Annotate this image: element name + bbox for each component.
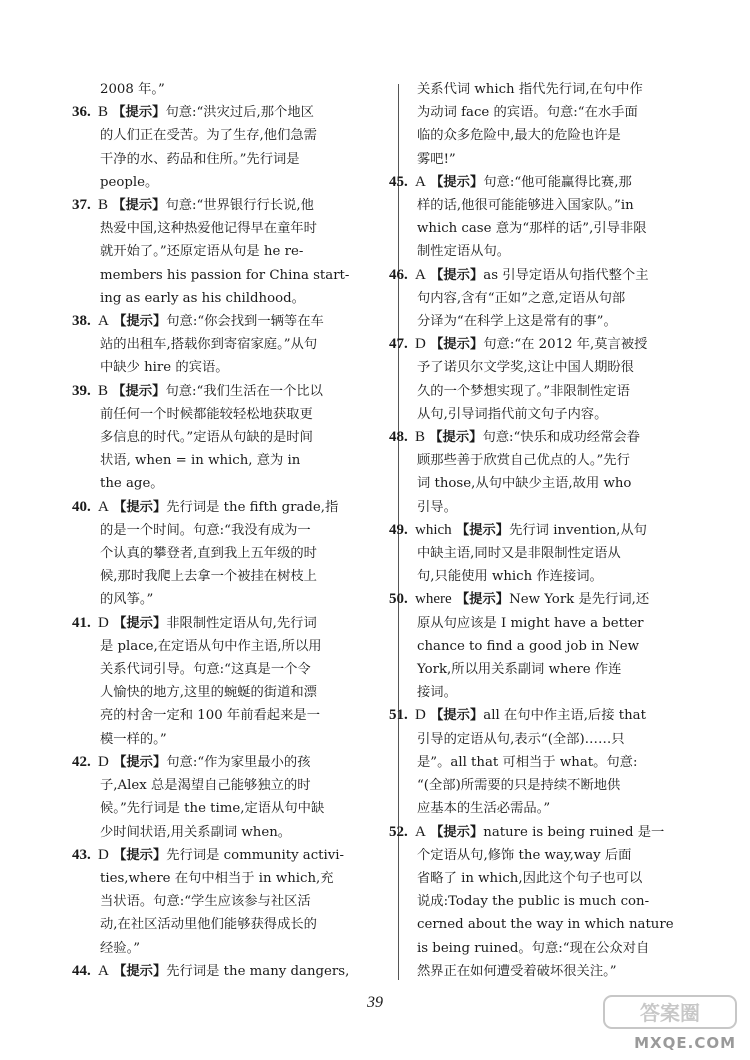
question-number: 41.	[72, 614, 91, 631]
explanation-text: 少时间状语,用关系副词 when。	[100, 824, 292, 840]
answer-line	[417, 960, 709, 983]
answer-choice: A	[415, 266, 426, 283]
answer-line	[100, 821, 392, 844]
explanation-text: 句内容,含有“正如”之意,定语从句部	[417, 290, 626, 306]
explanation-text: chance to find a good job in New	[417, 638, 640, 654]
answer-choice: B	[98, 197, 109, 214]
explanation-text: 【提示】句意:“你会找到一辆等在车	[113, 314, 324, 330]
explanation-text: 【提示】句意:“在 2012 年,莫言被授	[430, 337, 648, 353]
answer-item	[72, 844, 392, 960]
answer-choice: D	[98, 753, 109, 770]
answer-line	[417, 310, 709, 333]
answer-item	[389, 821, 709, 983]
answer-choice: A	[98, 962, 109, 979]
explanation-text: 候,那时我爬上去拿一个被挂在树枝上	[100, 569, 317, 585]
question-number: 38.	[72, 313, 91, 330]
hint-marker: 【提示】	[113, 754, 167, 770]
explanation-text: 动,在社区活动里他们能够获得成长的	[100, 917, 317, 933]
hint-marker: 【提示】	[113, 314, 167, 330]
answer-line	[417, 658, 709, 681]
answer-line	[100, 519, 392, 542]
explanation-text: 中缺少 hire 的宾语。	[100, 360, 229, 376]
answer-line	[100, 704, 392, 727]
answer-line	[100, 472, 392, 495]
answer-line	[417, 194, 709, 217]
answer-line	[417, 774, 709, 797]
explanation-text: which case 意为“那样的话”,引导非限	[417, 221, 647, 237]
explanation-text: 模一样的。”	[100, 731, 167, 747]
answer-line	[100, 635, 392, 658]
answer-item	[389, 519, 709, 589]
answer-line	[100, 890, 392, 913]
answer-line	[417, 78, 709, 101]
explanation-text: 久的一个梦想实现了。”非限制性定语	[417, 383, 630, 399]
answer-line	[417, 356, 709, 379]
answer-choice: D	[98, 614, 109, 631]
question-number: 42.	[72, 753, 91, 770]
hint-marker: 【提示】	[113, 615, 167, 631]
explanation-text: 【提示】all 在句中作主语,后接 that	[430, 708, 646, 724]
answer-line	[389, 821, 709, 844]
question-number: 37.	[72, 197, 91, 214]
explanation-text: 候。”先行词是 the time,定语从句中缺	[100, 801, 325, 817]
explanation-text: 个定语从句,修饰 the way,way 后面	[417, 847, 632, 863]
explanation-text: 【提示】句意:“作为家里最小的孩	[113, 754, 311, 770]
explanation-text: 说成:Today the public is much con-	[417, 894, 650, 910]
explanation-text: ing as early as his childhood。	[100, 290, 305, 306]
answer-choice: D	[415, 707, 426, 724]
answer-line	[417, 565, 709, 588]
hint-marker: 【提示】	[113, 499, 167, 515]
answer-line	[100, 171, 392, 194]
question-number: 52.	[389, 823, 408, 840]
answer-choice: B	[415, 429, 426, 446]
explanation-text: 站的出租车,搭载你到寄宿家庭。”从句	[100, 337, 318, 353]
answer-line	[72, 960, 392, 983]
answer-line	[417, 542, 709, 565]
answer-line	[100, 426, 392, 449]
watermark-site: MXQE.COM	[634, 1034, 736, 1052]
explanation-text: 样的话,他很可能能够进入国家队。”in	[417, 198, 634, 214]
explanation-text: 【提示】句意:“他可能赢得比赛,那	[430, 174, 632, 190]
hint-marker: 【提示】	[112, 105, 166, 121]
explanation-text: cerned about the way in which nature	[417, 917, 674, 933]
answer-line	[417, 217, 709, 240]
answer-item	[72, 101, 392, 194]
explanation-text: 热爱中国,这种热爱他记得早在童年时	[100, 221, 317, 237]
explanation-text: 关系代词引导。句意:“这真是一个令	[100, 662, 311, 678]
explanation-text: 临的众多危险中,最大的危险也许是	[417, 128, 621, 144]
answer-line	[417, 612, 709, 635]
answer-line	[389, 171, 709, 194]
answer-line	[417, 148, 709, 171]
answer-line	[100, 913, 392, 936]
answer-line	[100, 728, 392, 751]
answer-choice: which	[415, 521, 452, 538]
answer-line	[100, 78, 392, 101]
explanation-text: 【提示】句意:“世界银行行长说,他	[112, 198, 314, 214]
answer-line	[100, 542, 392, 565]
explanation-text: 制性定语从句。	[417, 244, 511, 260]
hint-marker: 【提示】	[430, 708, 484, 724]
answer-item	[72, 612, 392, 751]
explanation-text: 为动词 face 的宾语。句意:“在水手面	[417, 105, 638, 121]
explanation-text: 是 place,在定语从句中作主语,所以用	[100, 638, 322, 654]
explanation-text: 从句,引导词指代前文句子内容。	[417, 406, 608, 422]
answer-line	[72, 194, 392, 217]
answer-item	[389, 704, 709, 820]
answer-line	[417, 681, 709, 704]
answer-item	[72, 496, 392, 612]
explanation-text: 干净的水、药品和住所。”先行词是	[100, 151, 300, 167]
answer-line	[100, 565, 392, 588]
answer-line	[417, 287, 709, 310]
hint-marker: 【提示】	[113, 963, 167, 979]
watermark-logo-text: 答案圈	[640, 1001, 700, 1025]
answer-choice: B	[98, 104, 109, 121]
answer-continuation	[100, 78, 392, 101]
explanation-text: 的人们正在受苦。为了生存,他们急需	[100, 128, 317, 144]
answer-line	[417, 797, 709, 820]
answer-choice: A	[98, 313, 109, 330]
answer-line	[417, 844, 709, 867]
explanation-text: “(全部)所需要的只是持续不断地供	[417, 778, 621, 794]
answer-choice: where	[415, 591, 452, 608]
answer-line	[100, 681, 392, 704]
answer-line	[72, 101, 392, 124]
explanation-text: 2008 年。”	[100, 82, 165, 97]
answer-line	[100, 287, 392, 310]
answer-line	[100, 449, 392, 472]
explanation-text: 雾吧!”	[417, 151, 456, 167]
answer-line	[72, 751, 392, 774]
question-number: 46.	[389, 266, 408, 283]
explanation-text: 省略了 in which,因此这个句子也可以	[417, 870, 643, 886]
answer-line	[417, 403, 709, 426]
answer-line	[100, 403, 392, 426]
answer-line	[417, 124, 709, 147]
answer-line	[100, 867, 392, 890]
answer-line	[100, 797, 392, 820]
answer-line	[72, 612, 392, 635]
answer-line	[417, 472, 709, 495]
answer-line	[417, 913, 709, 936]
answer-line	[72, 310, 392, 333]
explanation-text: 【提示】先行词 invention,从句	[455, 522, 647, 538]
answer-line	[417, 496, 709, 519]
hint-marker: 【提示】	[430, 267, 484, 283]
answer-line	[417, 635, 709, 658]
answer-line	[417, 240, 709, 263]
right-column	[389, 78, 709, 983]
answer-choice: B	[98, 382, 109, 399]
answer-line	[389, 704, 709, 727]
explanation-text: 句,只能使用 which 作连接词。	[417, 569, 603, 585]
question-number: 45.	[389, 173, 408, 190]
answer-line	[100, 240, 392, 263]
explanation-text: is being ruined。句意:“现在公众对自	[417, 940, 650, 956]
answer-line	[100, 588, 392, 611]
hint-marker: 【提示】	[455, 592, 510, 608]
explanation-text: the age。	[100, 476, 164, 492]
explanation-text: 顾那些善于欣赏自己优点的人。”先行	[417, 453, 630, 469]
explanation-text: York,所以用关系副词 where 作连	[417, 662, 622, 678]
explanation-text: 【提示】nature is being ruined 是一	[430, 824, 665, 840]
answer-choice: A	[98, 498, 109, 515]
answer-line	[100, 217, 392, 240]
answer-line	[389, 519, 709, 542]
explanation-text: members his passion for China start-	[100, 267, 350, 283]
answer-item	[389, 264, 709, 334]
answer-line	[417, 380, 709, 403]
answer-line	[389, 333, 709, 356]
answer-line	[417, 449, 709, 472]
question-number: 43.	[72, 846, 91, 863]
question-number: 39.	[72, 382, 91, 399]
explanation-text: 词 those,从句中缺少主语,故用 who	[417, 476, 632, 492]
explanation-text: 的风筝。”	[100, 592, 154, 608]
answer-item	[389, 588, 709, 704]
explanation-text: 【提示】先行词是 community activi-	[113, 847, 345, 863]
explanation-text: ties,where 在句中相当于 in which,充	[100, 870, 334, 886]
answer-item	[389, 171, 709, 264]
left-column	[72, 78, 392, 983]
question-number: 48.	[389, 429, 408, 446]
explanation-text: 【提示】先行词是 the many dangers,	[113, 963, 350, 979]
answer-line	[389, 588, 709, 611]
explanation-text: 的是一个时间。句意:“我没有成为一	[100, 522, 311, 538]
explanation-text: 前任何一个时候都能较轻松地获取更	[100, 406, 313, 422]
explanation-text: 引导的定语从句,表示“(全部)……只	[417, 731, 625, 747]
answer-line	[100, 937, 392, 960]
answer-item	[72, 751, 392, 844]
explanation-text: 多信息的时代。”定语从句缺的是时间	[100, 430, 313, 446]
hint-marker: 【提示】	[430, 174, 484, 190]
explanation-text: 子,Alex 总是渴望自己能够独立的时	[100, 778, 311, 794]
answer-item	[72, 310, 392, 380]
answer-choice: D	[415, 336, 426, 353]
explanation-text: 【提示】New York 是先行词,还	[455, 592, 650, 608]
question-number: 47.	[389, 336, 408, 353]
question-number: 44.	[72, 962, 91, 979]
explanation-text: 【提示】非限制性定语从句,先行词	[113, 615, 317, 631]
explanation-text: 原从句应该是 I might have a better	[417, 615, 644, 631]
answer-line	[417, 728, 709, 751]
answer-line	[389, 426, 709, 449]
explanation-text: 然界正在如何遭受着破坏很关注。”	[417, 963, 617, 979]
answer-line	[100, 148, 392, 171]
hint-marker: 【提示】	[112, 383, 166, 399]
answer-line	[417, 890, 709, 913]
explanation-text: 【提示】句意:“快乐和成功经常会眷	[429, 430, 640, 446]
hint-marker: 【提示】	[430, 824, 484, 840]
explanation-text: 就开始了。”还原定语从句是 he re-	[100, 244, 304, 260]
page-number: 39	[367, 994, 383, 1011]
question-number: 40.	[72, 498, 91, 515]
explanation-text: 【提示】句意:“我们生活在一个比以	[112, 383, 323, 399]
explanation-text: 经验。”	[100, 940, 141, 956]
answer-line	[100, 264, 392, 287]
answer-line	[100, 333, 392, 356]
answer-line	[100, 124, 392, 147]
answer-line	[72, 380, 392, 403]
explanation-text: 【提示】先行词是 the fifth grade,指	[113, 499, 339, 515]
explanation-text: 关系代词 which 指代先行词,在句中作	[417, 82, 643, 97]
answer-line	[100, 356, 392, 379]
explanation-text: 分译为“在科学上这是常有的事”。	[417, 314, 617, 330]
explanation-text: 应基本的生活必需品。”	[417, 801, 551, 817]
answer-item	[389, 426, 709, 519]
answer-line	[100, 774, 392, 797]
question-number: 50.	[389, 591, 408, 608]
answer-choice: D	[98, 846, 109, 863]
hint-marker: 【提示】	[455, 522, 510, 538]
answer-choice: A	[415, 823, 426, 840]
explanation-text: 【提示】句意:“洪灾过后,那个地区	[112, 105, 314, 121]
explanation-text: 当状语。句意:“学生应该参与社区活	[100, 894, 311, 910]
answer-line	[417, 101, 709, 124]
explanation-text: 引导。	[417, 499, 457, 515]
answer-item	[72, 380, 392, 496]
answer-item	[389, 333, 709, 426]
answer-line	[72, 844, 392, 867]
answer-choice: A	[415, 173, 426, 190]
answer-line	[417, 867, 709, 890]
answer-line	[100, 658, 392, 681]
question-number: 36.	[72, 104, 91, 121]
explanation-text: 是”。all that 可相当于 what。句意:	[417, 754, 638, 770]
hint-marker: 【提示】	[430, 337, 484, 353]
answer-line	[72, 496, 392, 519]
explanation-text: people。	[100, 174, 159, 190]
question-number: 51.	[389, 707, 408, 724]
answer-item	[72, 960, 392, 983]
explanation-text: 【提示】as 引导定语从句指代整个主	[430, 267, 649, 283]
answer-line	[417, 751, 709, 774]
answer-item	[72, 194, 392, 310]
explanation-text: 接词。	[417, 685, 457, 701]
explanation-text: 状语, when = in which, 意为 in	[100, 453, 301, 469]
hint-marker: 【提示】	[429, 430, 483, 446]
hint-marker: 【提示】	[113, 847, 167, 863]
explanation-text: 予了诺贝尔文学奖,这让中国人期盼很	[417, 360, 634, 376]
hint-marker: 【提示】	[112, 198, 166, 214]
explanation-text: 人愉快的地方,这里的蜿蜒的街道和漂	[100, 685, 317, 701]
answer-line	[417, 937, 709, 960]
answer-line	[389, 264, 709, 287]
explanation-text: 亮的村舍一定和 100 年前看起来是一	[100, 708, 320, 724]
explanation-text: 中缺主语,同时又是非限制性定语从	[417, 546, 621, 562]
answer-continuation	[417, 78, 709, 171]
explanation-text: 个认真的攀登者,直到我上五年级的时	[100, 546, 317, 562]
question-number: 49.	[389, 521, 408, 538]
